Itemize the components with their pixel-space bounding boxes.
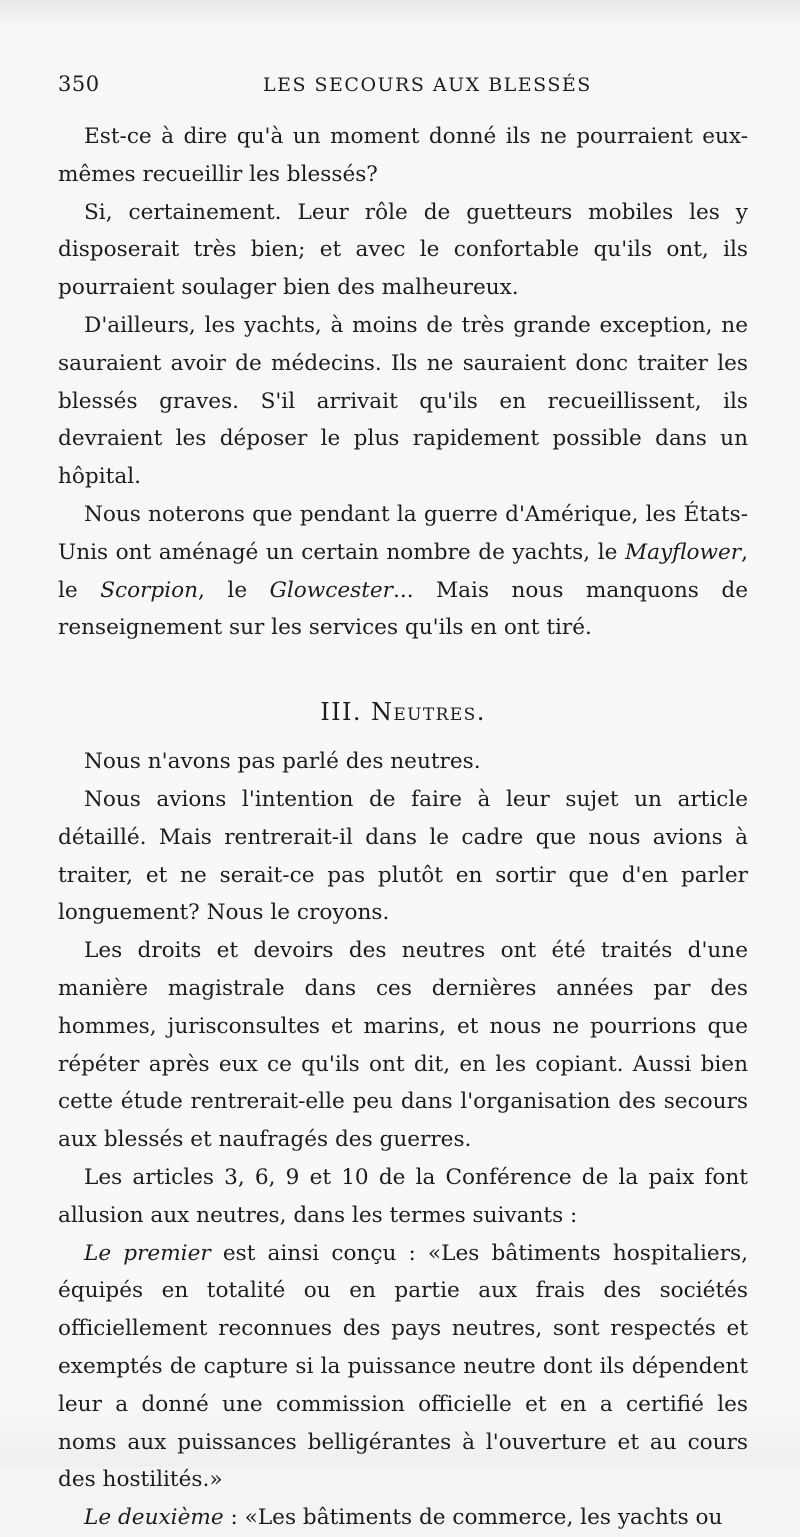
- separator: , le: [198, 577, 270, 603]
- paragraph-lead: Le premier: [84, 1240, 211, 1266]
- running-head: LES SECOURS AUX BLESSÉS: [263, 74, 592, 96]
- paragraph: Nous n'avons pas parlé des neutres.: [84, 749, 481, 775]
- paragraph: D'ailleurs, les yachts, à moins de très grande exception, ne sauraient avoir de médecins. Ils ne sauraient donc traiter les blessés graves. S'il arrivait qu'ils en recueillissent, ils devraient les déposer le plus rapidement possible dans un hôpital.: [58, 312, 748, 490]
- paragraph-lead: Le deuxième: [84, 1505, 224, 1531]
- section-title: Neutres.: [370, 698, 486, 727]
- paragraph-text: : «Les bâtiments de commerce, les yachts ou: [223, 1505, 723, 1531]
- page-number: 350: [58, 72, 100, 96]
- ship-name: Scorpion: [100, 577, 199, 603]
- separator: , le: [58, 539, 748, 603]
- body-text: [58, 118, 748, 1537]
- paragraph-text: est ainsi conçu : «Les bâtiments hospitaliers, équipés en totalité ou en partie aux frais des sociétés officiellement reconnues des pays neutres, sont respectés et exemptés de capture si la puissance neutre dont ils dépendent leur a donné une commission officielle et en a certifié les noms aux puissances belligérantes à l'ouverture et au cours des hostilités.»: [58, 1240, 748, 1493]
- paragraph: Nous avions l'intention de faire à leur sujet un article détaillé. Mais rentrerait-il dans le cadre que nous avions à traiter, et ne serait-ce pas plutôt en sortir que d'en parler longuement? Nous le croyons.: [58, 786, 748, 926]
- paragraph-america: [58, 496, 748, 647]
- ship-name: Glowcester: [269, 577, 393, 603]
- paragraph: Les articles 3, 6, 9 et 10 de la Conférence de la paix font allusion aux neutres, dans les termes suivants :: [58, 1164, 748, 1228]
- paragraph: Les droits et devoirs des neutres ont été traités d'une manière magistrale dans ces dernières années par des hommes, jurisconsultes et marins, et nous ne pourrions que répéter après eux ce qu'ils ont dit, en les copiant. Aussi bien cette étude rentrerait-elle peu dans l'organisation des secours aux blessés et naufragés des guerres.: [58, 938, 748, 1153]
- paragraph-text: Nous noterons que pendant la guerre d'Amérique, les États-Unis ont aménagé un certain nombre de yachts, le: [58, 501, 748, 565]
- paragraph: Si, certainement. Leur rôle de guetteurs mobiles les y disposerait très bien; et avec le confortable qu'ils ont, ils pourraient soulager bien des malheureux.: [58, 199, 748, 301]
- paragraph-text: ... Mais nous manquons de renseignement sur les services qu'ils en ont tiré.: [58, 577, 748, 641]
- section-heading: [58, 693, 748, 731]
- paragraph-deuxieme: [58, 1499, 748, 1537]
- paragraph-premier: [58, 1235, 748, 1500]
- section-number: III.: [320, 698, 362, 727]
- paragraph: Est-ce à dire qu'à un moment donné ils ne pourraient eux-mêmes recueillir les blessés?: [58, 124, 748, 187]
- ship-name: Mayflower: [624, 539, 742, 565]
- page-header: [58, 72, 758, 112]
